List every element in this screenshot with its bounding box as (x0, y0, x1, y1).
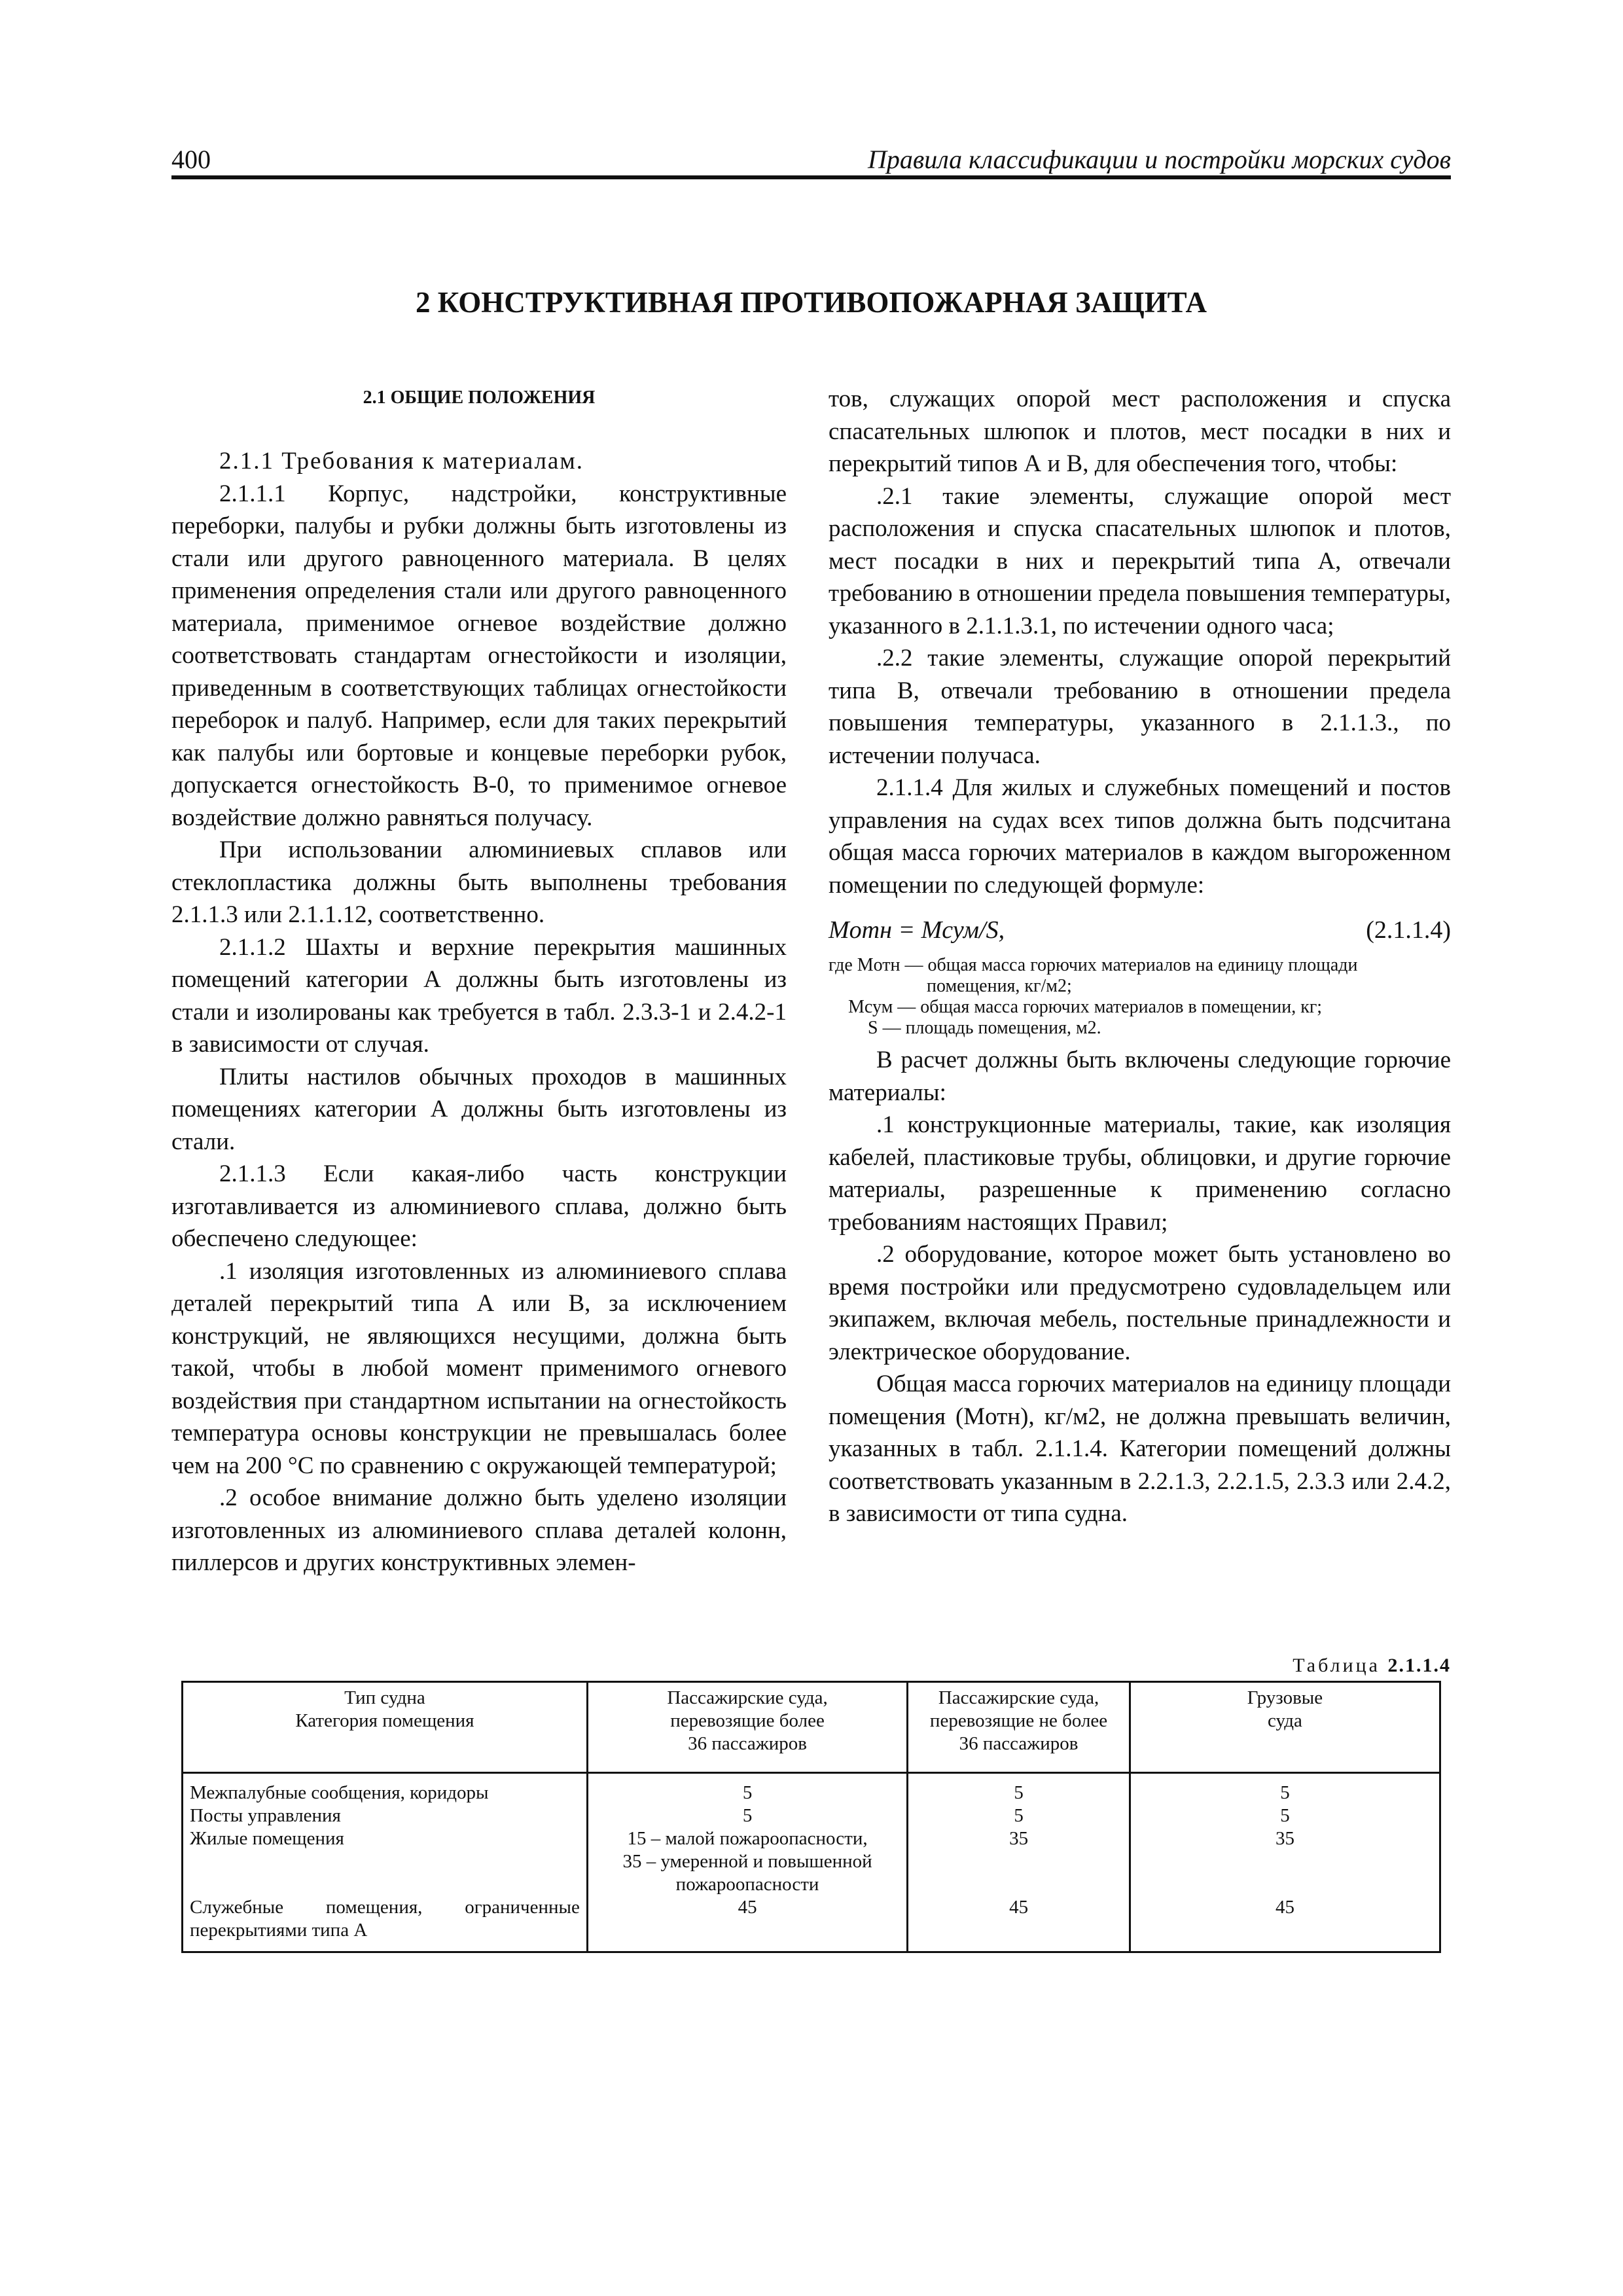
table-cell (183, 1804, 588, 1827)
paragraph: Общая масса горючих материалов на единицу площади помещения (Mотн), кг/м2, не должна превышать величин, указанных в табл. 2.1.1.4. Категории помещений должны соответствовать указанным в 2.2.1.3, 2.2.1.5, 2.3.3 или 2.4.2, в зависимости от типа судна. (829, 1371, 1451, 1527)
cell-line: Жилые помещения (190, 1828, 344, 1849)
header-line: 36 пассажиров (688, 1733, 807, 1754)
header-line: суда (1268, 1710, 1302, 1731)
header-line: 36 пассажиров (959, 1733, 1079, 1754)
chapter-title: 2 КОНСТРУКТИВНАЯ ПРОТИВОПОЖАРНАЯ ЗАЩИТА (416, 286, 1207, 319)
table-cell (183, 1827, 588, 1896)
paragraph: .2.2 такие элементы, служащие опорой перекрытий типа В, отвечали требованию в отношении предела повышения температуры, указанного в 2.1.1.3., по истечении получаса. (829, 645, 1451, 769)
table-cell: 5 (908, 1773, 1130, 1805)
header-line: Тип судна (344, 1687, 425, 1708)
header-line: Грузовые (1247, 1687, 1323, 1708)
definition: S — площадь помещения, м2. (868, 1018, 1101, 1038)
paragraph: .2 оборудование, которое может быть установлено во время постройки или предусмотрено судовладельцем или экипажем, включая мебель, постельные принадлежности и электрическое оборудование. (829, 1241, 1451, 1365)
cell-line: 15 – малой пожароопасности, (627, 1828, 868, 1849)
table-cell (183, 1896, 588, 1952)
cell-line: 45 (738, 1897, 757, 1918)
cell-line: 5 (742, 1782, 753, 1803)
table-cell: 45 (908, 1896, 1130, 1952)
definition: помещения, кг/м2; (927, 976, 1072, 996)
formula (829, 912, 1451, 951)
table-cell: 45 (1130, 1896, 1440, 1952)
header-line: Пассажирские суда, (667, 1687, 828, 1708)
paragraph: .2 особое внимание должно быть уделено изоляции изготовленных из алюминиевого сплава деталей колонн, пиллерсов и других конструктивных элемен- (171, 1484, 787, 1576)
formula-number: (2.1.1.4) (1366, 916, 1451, 944)
table-caption-word: Таблица (1293, 1655, 1380, 1676)
header-cell (1130, 1682, 1440, 1773)
definition: Mсум — общая масса горючих материалов в помещении, кг; (848, 997, 1323, 1017)
paragraph: Плиты настилов обычных проходов в машинных помещениях категории А должны быть изготовлены из стали. (171, 1063, 787, 1155)
cell-line: 35 – умеренной и повышенной (622, 1851, 872, 1872)
paragraph: .1 изоляция изготовленных из алюминиевого сплава деталей перекрытий типа А или В, за исключением конструкций, не являющихся несущими, должна быть такой, чтобы в любой момент применимого огневого воздействия при стандартном испытании на огнестойкость температура основы конструкции не превышалась более чем на 200 °С по сравнению с окружающей температурой; (171, 1257, 787, 1479)
table-row (183, 1896, 1440, 1952)
paragraph: .1 конструкционные материалы, такие, как изоляция кабелей, пластиковые трубы, облицовки, и другие горючие материалы, разрешенные к применению согласно требованиям настоящих Правил; (829, 1111, 1451, 1236)
table-cell: 5 (908, 1804, 1130, 1827)
table-row (183, 1773, 1440, 1805)
left-column (171, 383, 787, 1579)
paragraph: .2.1 такие элементы, служащие опорой мест расположения и спуска спасательных шлюпок и плотов, мест посадки в них и перекрытий типа А, отвечали требованию в отношении предела повышения температуры, указанного в 2.1.1.3.1, по истечении одного часа; (829, 482, 1451, 639)
table-row (183, 1804, 1440, 1827)
header-line: перевозящие более (670, 1710, 825, 1731)
table-cell (587, 1773, 907, 1805)
cell-line: Посты управления (190, 1805, 341, 1826)
table-cell (587, 1896, 907, 1952)
header-line: Категория помещения (295, 1710, 474, 1731)
paragraph: 2.1.1.3 Если какая-либо часть конструкции изготавливается из алюминиевого сплава, должно быть обеспечено следующее: (171, 1160, 787, 1252)
table-row (183, 1827, 1440, 1896)
header-line: перевозящие не более (929, 1710, 1108, 1731)
section-heading: 2.1 ОБЩИЕ ПОЛОЖЕНИЯ (363, 387, 596, 408)
table-cell: 5 (1130, 1773, 1440, 1805)
header-cell (908, 1682, 1130, 1773)
table-caption (1293, 1655, 1451, 1677)
paragraph: При использовании алюминиевых сплавов или стеклопластика должны быть выполнены требования 2.1.1.3 или 2.1.1.12, соответственно. (171, 836, 787, 928)
cell-line: 5 (742, 1805, 753, 1826)
paragraph: 2.1.1.4 Для жилых и служебных помещений и постов управления на судах всех типов должна быть подсчитана общая масса горючих материалов в каждом выгороженном помещении по следующей формуле: (829, 774, 1451, 899)
cell-line: Служебные помещения, ограниченные (190, 1897, 580, 1918)
header-rule (171, 175, 1451, 179)
table-cell: 5 (1130, 1804, 1440, 1827)
right-column (829, 383, 1451, 1530)
header-cell (587, 1682, 907, 1773)
paragraph: тов, служащих опорой мест расположения и спуска спасательных шлюпок и плотов, мест посадки в них и перекрытий типов А и В, для обеспечения того, чтобы: (829, 386, 1451, 477)
table-cell: 35 (1130, 1827, 1440, 1896)
formula-expression: Mотн = Mсум/S, (829, 916, 1005, 944)
header-line: Пассажирские суда, (938, 1687, 1099, 1708)
formula-definitions (829, 955, 1451, 1039)
paragraph: 2.1.1.1 Корпус, надстройки, конструктивные переборки, палубы и рубки должны быть изготовлены из стали или другого равноценного материала. В целях применения определения стали или другого равноценного материала, применимое огневое воздействие должно соответствовать стандартам огнестойкости и изоляции, приведенным в соответствующих таблицах огнестойкости переборок и палуб. Например, если для таких перекрытий как палубы или бортовые и концевые переборки рубок, допускается огнестойкость В-0, то применимое огневое воздействие должно равняться получасу. (171, 480, 787, 831)
paragraph: 2.1.1 Требования к материалам. (219, 448, 584, 475)
table-cell (183, 1773, 588, 1805)
definition: где Mотн — общая масса горючих материалов на единицу площади (829, 955, 1358, 975)
header-cell (183, 1682, 588, 1773)
page-number: 400 (171, 145, 211, 174)
table-cell (587, 1827, 907, 1896)
table-header-row (183, 1682, 1440, 1773)
paragraph: В расчет должны быть включены следующие горючие материалы: (829, 1047, 1451, 1106)
running-title: Правила классификации и постройки морских судов (867, 145, 1451, 174)
cell-line: Межпалубные сообщения, коридоры (190, 1782, 489, 1803)
table-cell: 35 (908, 1827, 1130, 1896)
fire-load-table (181, 1681, 1441, 1953)
table-caption-number: 2.1.1.4 (1387, 1655, 1451, 1676)
paragraph: 2.1.1.2 Шахты и верхние перекрытия машинных помещений категории А должны быть изготовлены из стали и изолированы как требуется в табл. 2.3.3-1 и 2.4.2-1 в зависимости от случая. (171, 933, 787, 1058)
cell-line: перекрытиями типа А (190, 1920, 368, 1941)
table-cell (587, 1804, 907, 1827)
cell-line: пожароопасности (675, 1874, 819, 1895)
